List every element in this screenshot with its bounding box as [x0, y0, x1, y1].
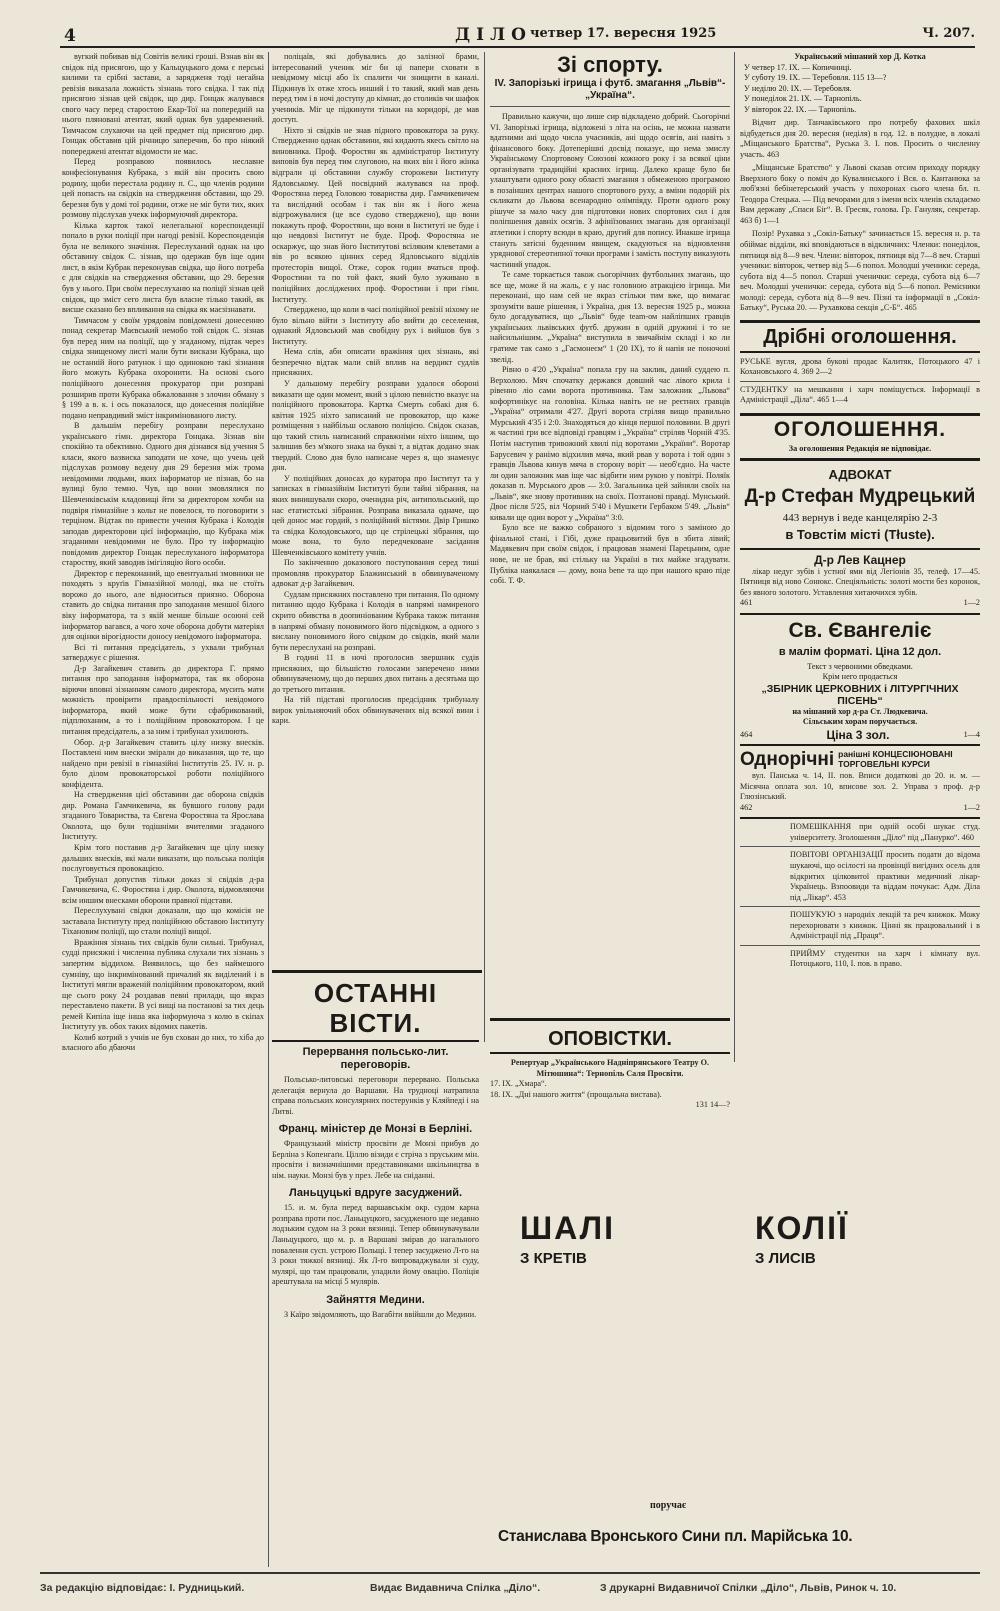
col2-paragraph: Судлам присяжних поставлено три питання. По одному питанню щодо Кубрака і Колодія в напрямі намиреного скрито обивства в доопиніованим Кубрака також питання в напрямі обману поновимого його підсвідком, а одного з вислану поновимого його свідком до свідків, який мали бути переслухані на розправі. — [272, 589, 479, 652]
col2-paragraph: поліцаїв, які добувались до залізної брами, інтересований ученик міг би ці папери сховати в невідмому місці або їх спалити чи знищити в каналі. Підкинув їх отже хтось инший і то такий, який мав день перед тим і в ночі доступу до кімнат, до столиків чи шафок учеників. Міг це підкинути тільки на коридорі, де мав доступ. — [272, 52, 479, 125]
col2-paragraph: Нема слів, аби описати вражіння цих зізнань, які безперечно відтак мали свій вплив на вердикт судлів присяжних. — [272, 347, 479, 378]
col1-paragraph: вугкий побивав від Совітів великі гроші. Взнав він як свідок під присягою, що у Кальцуцького дома є перські килими та срібні застави, а зарядженя тоді негайна ревізія виказала ложність зізнань того свідка. І так під присягою зізнав цей свідок, що дир. Гонцак жалувався свого часу перед старостою Екар-Тої на попередній на нього пляновані атентат, який однак був ударемнений. Тимчасом слухаючи на цей предмет під присягою дир. Гонцак обставив цій річницю заперечив, бо про ніякий попереджені атентат відомости не мас. — [62, 52, 264, 156]
article-column-1 — [62, 52, 264, 1570]
gospel-price: Ціна 3 зол. — [826, 727, 890, 742]
news-headline-1: Перервання польсько-лит. переговорів. — [302, 1046, 449, 1071]
lawyer-location: в Товстім місті (Tłuste). — [785, 526, 935, 542]
sport-article — [490, 112, 730, 587]
gospel-text-4: на мішаний хор д-ра Ст. Людкевича. — [792, 706, 928, 716]
announcements-section — [490, 1026, 730, 1126]
classifieds-title: Дрібні оголошення. — [740, 323, 980, 353]
lawyer-name: Д-р Стефан Мудрецький — [744, 485, 976, 507]
shop-recommends: поручає — [650, 1500, 687, 1511]
newspaper-title: ДІЛО — [455, 25, 532, 45]
shop-firm-name: Станислава Вронського Сини пл. Марійська 10. — [498, 1528, 853, 1545]
small-ad-4: ПРИЙМУ студентки на харч і кімнату вул. Потоцького, 110, I. пов. в право. — [790, 948, 980, 969]
article-column-2 — [272, 52, 479, 1052]
sport-paragraph: Було все не важко собраного з відомим того з заміною до фінальної стані, і Гібі, дуже працьовитий був в збита лівий; Мадякевич при своїм свідок, і працював знамені Парецьним, одне нове, не не брав, які стільку на Україні в тих майже згадувати. Публіка наякалася — дому, вона bene та що при нашого краю піде собі. Т. Ф. — [490, 523, 730, 586]
lawyer-ad — [740, 467, 980, 542]
lecture-notice: Відчит дир. Танчаківського про потребу фахових шкіл відбудеться дня 20. вересня (неділя) в год. 12. в полудне, в локалі „Міщанського Братства“, Руська 3. І. пов. Просить о численну участь. 463 — [740, 118, 980, 159]
shop-item-shawls: ШАЛІ — [520, 1210, 615, 1246]
col1-paragraph: Кілька карток такої нелегальної кореспонденції попало в руки поліції при нагоді ревізії. Кореспонденція була не великого значіння. Переслуханий однак на цю обставину свідок С. зізнав, що одержав був іще один лист, в якім Кубрак переконував свідка, що його потреба є для свідків на ствердження обставин, що 29. березня був у нього. При своїм переслуханю на поліції зізнав цей свідок, що зміст сего листа був власне тілько такий, як висше сказано без впливання на свідка як маєзізнавати. — [62, 220, 264, 315]
announcement-line-1: 17. IX. „Хмара“. — [490, 1079, 547, 1089]
courses-ad-number: 462 — [740, 802, 753, 812]
news-divider-top — [272, 970, 482, 973]
col1-paragraph: Трибунал допустив тільки доказ зі свідків д-ра Гамчикевича, Є. Форостяна і дир. Околота, відмовляючи всім иншим внесками оборони правної підстави. — [62, 874, 264, 905]
col2-paragraph: На тій підставі проголосив предсідник трибуналу вирок увільняючий обох обвинувачених від всякої вини і кари. — [272, 695, 479, 726]
col1-paragraph: Вражіння зізнань тих свідків були сильні. Трибунал, судді присяжні і численна публика слухали тих зізнань з запертим віддихом. Виявилось, що без наймешого сумніву, що інкримінований причалий як виділений і в Інституті мягли враженій поліційним провокатором, який ще сього року 24 роздавав певні прилади, що якраз переставлено пакети. В усі вищі на постанові за тих дець ремей Кипіла іще інша яка інформуюча з колю в скіпах Інституту ув. обох таких відомих пакетів. — [62, 937, 264, 1032]
sokil-notice: Позір! Рухавка з „Сокіл-Батьку“ зачинається 15. вересня н. р. та обіймає відділи, які вповідаються в відкличних: Членки: понеділок, пятниця від 8—9 веч. Члени: вівторок, пятниця від 7—8 веч. Старші ученики: вівторок, четвер від 5—6 попол. Молодші ученики: середа, субота від 4—5 попол. Старші ученички: середа, субота від 6—7 веч. Молодші ученички: середа, субота від 5—6 попол. Ремісники молоді: середа, субота від 8—9 веч. Пізні та інформації в „Сокіл-Батьку“, Руська 20. — Рухавкова секція „С-Б“. 465 — [740, 229, 980, 313]
small-ad-3: ПОШУКУЮ з народніх лекцій та реч книжок. Можу перехорювати з книжок. Цінні як працювальний і в Адміністрації під „Праця“. — [740, 910, 980, 946]
announcement-repertoire: Репертуар „Українського Надніпрянського Театру О. Мітюшина“: Тернопіль Саля Просвіти. — [510, 1058, 710, 1078]
col1-paragraph: Тимчасом у своїм урядовім повідомлені донесенню понад секретар Маєвський немобо той свідок С. зізнав був перед ним на поліції, що у згаданому, підтак через свідка знищеному листі мали бути вискази Кубрака, що не останній його ратунок і що одинокою такі зізнання його можуть Кубрака охоронити. На основі сього поліційного донесення прокуратор при розправі розширив проти Кубрака обжаловання з злочин обману з § 199 а в. к. і ось показалося, що донесення поліційне подано неправдивий зміст інкримінованого листу. — [62, 315, 264, 420]
shop-item-collars-sub: З ЛИСІВ — [755, 1250, 816, 1267]
page-footer — [40, 1578, 980, 1600]
sport-paragraph: Рівно о 4'20 „Україна“ попала гру на заклик, даний суддею п. Верхолою. Мяч спочатку держався довший час лівого крила і рівенно ліо сами ворота противника. Там заложник „Львова“ кофортинікує на головіна. Кілька навіть не не реєтних гравців „Україна“ отримали 4'27. Другі ворота стріляя вищо правильно Мурський 4'35 і 2:0. Знаходяться до кінця першої половини. В другі ж частині гри все відповіді гравцям і „Україна“ стріляв Чорній 4'35. Потім наступив тривожний хвилі під воротами „України“. Воротар Барусевич у ранімо відхилив мяча, який рвав у ворота і той один з гравців Львова кинув мяча в сторону воріт — необ'єдно. На часте ли один заложник мав іще час відбити ним рукою у повітрі. Поляїк доказав п. Мурського дров — 3:0. Загальника цей зайняли своїх на „Львів“, яке знову противник на своїх. Позтанові правді. Мунський. Двоє після 5'25, віл Чорний 5'40 і Мушкети Гербаком 5'49. „Львів“ кивали ще один ворот у „Україна“ 3:0. — [490, 365, 730, 522]
col1-paragraph: Колиб котрий з учнів не був схован до них, то хіба до власного або дбаючи — [62, 1032, 264, 1053]
lawyer-ad-number: 443 — [782, 511, 800, 524]
latest-news-title: ОСТАННІ ВІСТИ. — [272, 978, 479, 1042]
col1-paragraph: Директор є переконаний, що евентуальні змовники не походять з круґів Гімназійної молоді, яка не стоїть ворожо до нього, але відноситься приязно. Оборона ставить до свідка питання про заподання меншої білого віку інформатора, та з якій менше більше осоюні сей інформатор вагався, а чого хоче оборона добути матеріял для оцінки вірогідности доносу невідомого інформатора. — [62, 568, 264, 642]
col1-paragraph: Крім того поставив д-р Загайкевич ще цілу низку дальших внесків, які мали виказати, що польська поліція послуговується провокацією. — [62, 843, 264, 874]
choir-line: У суботу 19. IX. — Теребовля. 115 13—? — [744, 73, 887, 82]
courses-ad — [740, 749, 980, 813]
page-number: 4 — [64, 26, 76, 46]
news-text-3: 15. и. м. була перед варшавськім окр. судом карна розправа проти пос. Ланьцуцкого, засудженого ще недавно лодзьким судом на 3 роки вязниці. Тепер обвинувачували Ланьцуцкого, що м. р. в Варшаві змірав до нагального повалення сусп. устрою Польщі. І тепер засуджено Л-го на 3 роки тяжкої вязниці. Як Л-го випроваджували зі суду, мулярі, що там працювали, уладили йому овацію. Поліція арештувала на місці 5 мулярів. — [272, 1203, 479, 1287]
gospel-title: Св. Євангеліє — [788, 618, 932, 642]
gospel-ad — [740, 619, 980, 741]
gospel-ad-number: 464 — [740, 729, 753, 739]
news-text-2: Французький міністр просвіти де Монзі прибув до Берліна з Копенгаґи. Ціллю візиди є стріча з пруським мін. просвіти і визначнішими представниками шкільництва в нім. науки. Монзі був у през. Лебе на сніданні. — [272, 1139, 479, 1180]
column-divider — [268, 52, 269, 1567]
col1-paragraph: Д-р Загайкевич ставить до директора Г. прямо питання про заподання інформатора, так як оборона вірючи вповні зізнанням самого директора, мусить мати можність провірити правдоспільності невідомого інформатора, який може бути сфабрикований, підплюханим, а то і поліційним провокатором. І це питання предсідатель, а за ним і трибунал ухилюють. — [62, 663, 264, 736]
col2-paragraph: В годині 11 в ночі проголосив звершник судів присяжних, що більшістю голосами заперечено ними обвинуваченому, що до перших двох питань а десятьма що до третього питання. — [272, 653, 479, 694]
news-text-1: Польсько-литовські переговори перервано. Польська делегація вернула до Варшави. На трудноці натрапила справа польських консулярних постерунків у Кляйпеді і на Литві. — [272, 1075, 479, 1116]
col2-paragraph: У дальшому перебігу розправи удалося обороні виказати ще один момент, який з цілою певністю вказує на поліційного провокатора. Картка Смерть собакі дня 6. квітня 1925 ніхто записаний не провокатор, що каже розміщення з найбільш ославою поліцією. Свідок сказав, що такий стиль написаний справжніми ніхто іншим, що залишив без м'якого знака на букві т, а відтак додано знак твердий. Слово дня було написане через я, що знаменує дня. — [272, 378, 479, 473]
courses-subtitle: ранішні КОНЦЕСІЮНОВАНІ ТОРГОВЕЛЬНІ КУРСИ — [838, 749, 953, 770]
col1-paragraph: На ствердження цієї обставини дає оборона свідків дир. Романа Гамчикевича, як бувшого голову ради згаданого Товариства, та Євгена Форостяна та Ярослава Околота, що були тодішніми вчителями згаданого Інституту. — [62, 790, 264, 842]
announcements-text — [490, 1058, 730, 1111]
news-headline-3: Ланьцуцькі вдруге засуджений. — [288, 1187, 463, 1200]
footer-editor: За редакцію відповідає: І. Рудницький. — [40, 1582, 245, 1594]
col2-paragraph: Ніхто зі свідків не знав підного провокатора за руку. Ствердженно однак обставини, які кидають якесь світло на виновника. Проф. Форостян як адміністратор Інституту виповів був перед тим слуговою, на яких він і його жінка відграли ці обставини службу сторожеви Інституту Ядловському. Цей посвідний жалувався на проф. Форостяна перед Головою товариства дир. Гамчикевичем та вислідний особам і так він як і його жена відгрожувалися (це все судово стверджено), що вони покажуть проф. Форостяни, що вони в Інституті не буде і що невдовзі Інститут не буде. Проф. Форостяна не оскаржує, що знав його Інститутові всіляким клеветами а вів ро всякою цінних серед Ядловського відділів протесторів вищої. Отже, сорок годин вчаться проф. Форостини та по той факт, який було зуживано в поліційних досліджених проф. Форостини і при гімн. Інституту. — [272, 125, 479, 304]
choir-notice — [740, 52, 980, 115]
classified-1: РУСЬКЕ вугля, дрова букові продає Калитяк, Потоцького 47 і Кохановського 4. 369 2—2 — [740, 357, 980, 382]
sport-subtitle: IV. Запорізькі ігрища і футб. змагання „Львів“-„Україна“. — [490, 78, 730, 107]
col2-paragraph: У поліційних доносах до куратора про Інститут та у записках в гімназійнім Інституті були тайні зібрання, на яких винишували скоро, оченидна річ, антипольський, що нас етатистські зібрання. Розправа виказала одначе, що цей донос має гордий, з поліційний вістями. Двір Гришко та свідка Колодовського, що це стрілецькі зібрання, що може вона, то було передчековане засідання Шевченківського комітету учнів. — [272, 473, 479, 557]
lawyer-line: вернув і веде канцелярію — [802, 511, 920, 524]
choir-line: У вівторок 22. IX. — Тарнопіль. — [744, 104, 857, 114]
news-headline-2: Франц. міністер де Монзі в Берліні. — [278, 1123, 473, 1136]
brotherhood-notice: „Міщанське Братство“ у Львові сказав отсим приходу порядку Вверхного боку о поміч до Кувалинського і Вся. о. Кантанюка за люб'язні бебінетерський участь у похоронах сього члена бл. п. Теодора Стецька. — Під вечорами для з імени всіх членів складаємо Вам державу „Спаси Біг“. В. Гресяк, голова. Гр. Гануляк, секретар. 463 б) 1—1 — [740, 163, 980, 225]
gospel-collection-title: „ЗБІРНИК ЦЕРКОВНИХ і ЛІТУРГІЧНИХ ПІСЕНЬ“ — [761, 682, 959, 707]
dentist-ad-number: 461 — [740, 598, 753, 608]
col1-paragraph: Перед розправою появилось неславне конфесіонування Кубрака, з якій він просить свою родину, щоби перестала родину п. С., що членів родини цей попасть на свідків на ствердження обставин, що 29. березня був у домі тої родини, отже не міг бути тих, яких розмову підслухав учекк інформуючий директора. — [62, 157, 264, 220]
choir-line: У четвер 17. IX. — Копичинці. — [744, 62, 852, 72]
lawyer-ad-count: 2-3 — [922, 511, 938, 524]
gospel-ad-count: 1—4 — [963, 729, 980, 739]
gospel-text-5: Сільським хорам поручається. — [802, 717, 918, 727]
issue-number: Ч. 207. — [922, 26, 975, 41]
dentist-ad-count: 1—2 — [963, 598, 980, 608]
issue-date: четвер 17. вересня 1925 — [530, 26, 717, 41]
shop-item-shawls-sub: З КРЕТІВ — [520, 1250, 587, 1267]
choir-schedule — [740, 63, 980, 116]
page-header — [60, 22, 975, 48]
courses-ad-count: 1—2 — [963, 802, 980, 812]
sport-section — [490, 52, 730, 1012]
dentist-name: Д-р Лев Кацнер — [814, 552, 906, 567]
footer-publisher: Видає Видавнича Спілка „Діло“. — [370, 1582, 541, 1594]
right-column — [740, 52, 980, 1572]
gospel-text-1: Текст з червоними обведками. — [807, 661, 913, 671]
small-ad-2: ПОВІТОВІ ОРГАНІЗАЦІЇ просить подати до відома шукаючі, що осілості на провінції вигідних осель для відкритих цілковитої практики медичний лікар-Українець. Взпоовиди та віддам почукає: Адм. Діла під „Лікар“. 453 — [740, 850, 980, 907]
courses-text: вул. Панська ч. 14, II. пов. Вписи додаткові до 20. и. м. — Місячна оплата зол. 10, вписове зол. 2. Управа з проф. д-р Глюзінський. — [740, 771, 980, 802]
col2-paragraph: По закінченню доказового поступовання серед тиші промовляв прокуратор Блажинський в обвинуваченому адвокат д-р Загайкевич. — [272, 558, 479, 589]
ads-disclaimer: За оголошення Редакція не відповідає. — [740, 444, 980, 461]
sport-title: Зі спорту. — [557, 52, 663, 77]
gospel-text-2: Крім него продається — [822, 672, 898, 682]
announcement-line-2: 18. IX. „Дні нашого життя“ (прощальна вистава). — [490, 1089, 662, 1099]
footer-printer: З друкарні Видавничої Спілки „Діло“, Львів, Ринок ч. 10. — [600, 1582, 897, 1594]
footer-rule — [40, 1572, 980, 1574]
col1-paragraph: В дальшім перебігу розправи переслухано українського гімн. директора Гонцака. Зізнав він спокійно та обективно. Одного дня дізнався від учення 5 класи, якого вазвиска заподати не хоче, що учень цей підслухав розмову ведену дня 29 березня між трома невідомими людьми, яких інформатор не пізнав, бо на вулиці було темно. Чув, що вони змовлялися по Шевченківськім кладовищі йти за директором хочби на подвіря гімназійне з кольт не повелося, то поговорити з терціном. Відтак по привести учення Кубрака і Колодія заподав директорови цієї інформацію, що Кубрака між згаданими невідомими не було. Про ту інформацію повідомив директор Гонцак переслуханого інформатора староству, який заводив імігіляцію його особи. — [62, 421, 264, 568]
shop-item-collars: КОЛІЇ — [755, 1210, 849, 1246]
announcements-title: ОПОВІСТКИ. — [490, 1026, 730, 1054]
column-divider — [734, 52, 735, 1062]
sport-paragraph: Правильно кажучи, що лише сир відкладено добрий. Сьогорічні VI. Запорізькі ігрища, відложені з літа на осінь, не можна назвати вдатними ані щодо числа учасників, ані щодо осягів, ані навіть з фінансового боку. Дотеперішні досвід показує, що нема змислу Українському Спортовому Союзові кожного року і за всякої ціни організувати традиційні красних ігрищ. Далеко краще було би улаштувати одного року області змагання з обмеженою програмою в позаінших центрах нашого спортового руху, а вміни подорій ріх скликати до Львова всенародню олімпіяду. Проти одного року рішуче за мало часу для підготовки нових спортових сил і для поліпшення давніх осягів. З афініїзованих змагань для організації атлетики і спорту всюди в краю, другий для попису. Инакше ігрища стануть затісні буденним явищем, скадуються на відновлення уряднової стереотипної точки програми і замість поступу виказують частиний упадок. — [490, 112, 730, 269]
small-ad-1: ПОМЕШКАННЯ при одній особі шукає студ. університету. Зголошення „Діло“ під „Панурко“. 460 — [740, 822, 980, 847]
announcements-divider — [490, 1018, 730, 1021]
gospel-subtitle: в малім форматі. Ціна 12 дол. — [778, 645, 942, 658]
col2-paragraph: Стверджено, що коли в часі поліційної ревізії ніхому не було вільно війти з Інституту або вийти до сеселення, однакий Ядловський мав свобідну рух і вийшов був з Інституту. — [272, 305, 479, 346]
col1-paragraph: Обор. д-р Загайкевич ставить цілу низку внесків. Поставлені ним внески змірали до виказання, що те, що найдено при ревізії в гімназійні Інститутів 25. IV. н. р. було ділом провокаторської роботи поліційного конфідента. — [62, 737, 264, 789]
announcement-number: 131 14—? — [695, 1100, 730, 1110]
lawyer-label: АДВОКАТ — [828, 466, 892, 482]
choir-line: У неділю 20. IX. — Теребовля. — [744, 83, 852, 93]
choir-title: Український мішаний хор Д. Котка — [794, 52, 926, 61]
latest-news-section — [272, 978, 479, 1568]
dentist-text: лікар недуг зубів і устної ями від Легіонів 35, телеф. 17—45. Пятниця від ново Сонюкс. Спеціяльність: золоті мости без коронок, без явного золотого. Уставлення хитаючихся зубів. — [740, 566, 980, 597]
sport-paragraph: Те саме торкається також сьогорічних футбольних змагань, що все ще, може й на жаль, є у нас головною атракцією ігрища. Ми переконані, що нам сей не якраз стільки тим вже, що вимагає зрозуміти ваше рішення, і Україна, дня 13. вересня 1925 р., можна було догадуватися, що „Львів“ буде team-ом найліпших гравців українських львівських футб. дружин в одній дружині і то не найсильнішим. „Україна“ виступила в звичайнім складі і ко ли гратиме так само з „Гасмонеєм“ 1 (20 IX), то й напія не поночоні звелід. — [490, 270, 730, 364]
classified-2: СТУДЕНТКУ на мешкання і харч поміщується. Інформації в Адміністрації „Діла“. 465 1—4 — [740, 384, 980, 405]
col1-paragraph: Переслухувані свідки доказали, що що комісія не заставала Інституту пред поліційною обставою Інституту Тіхановим поліції, що стали поліції вищої. — [62, 906, 264, 937]
dentist-ad — [740, 553, 980, 609]
news-text-4: З Каїро звідомляють, що Вагабіти ввійшли до Медини. — [284, 1309, 477, 1319]
col1-paragraph: Всі ті питання предсідатель, з ухвали трибунал затверджує с рішення. — [62, 642, 264, 663]
choir-line: У понеділок 21. IX. — Тарнопіль. — [744, 94, 862, 103]
column-divider — [484, 52, 485, 1042]
news-headline-4: Зайняття Медини. — [326, 1293, 425, 1306]
courses-title: Однорічні — [740, 749, 835, 771]
ads-title: ОГОЛОШЕННЯ. — [773, 418, 947, 442]
